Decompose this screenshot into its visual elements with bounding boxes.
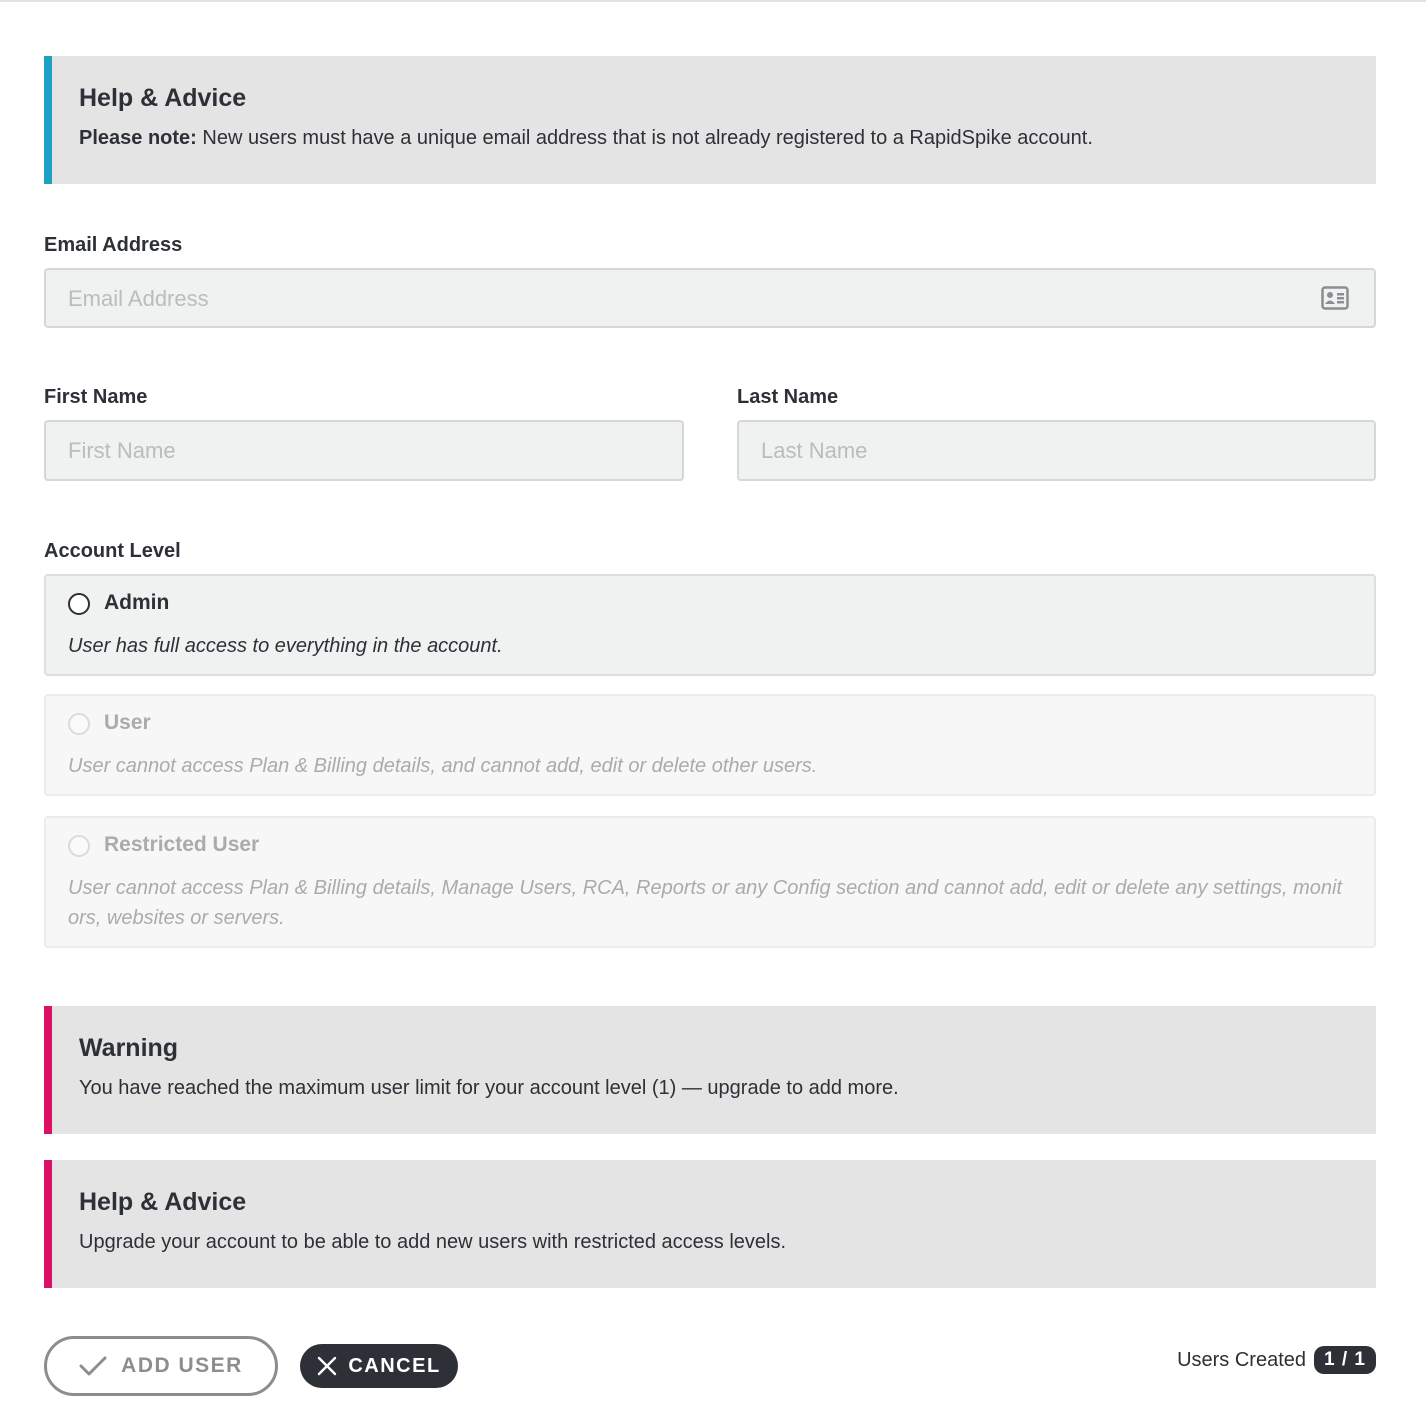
email-field-wrapper: [44, 268, 1376, 328]
warning-text: You have reached the maximum user limit for your account level (1) — upgrade to add more.: [79, 1077, 899, 1099]
top-divider: [0, 0, 1426, 2]
users-created-badge: 1 / 1: [1314, 1346, 1376, 1374]
upgrade-advice-title: Help & Advice: [79, 1188, 247, 1216]
upgrade-advice-notice: [44, 1160, 1376, 1288]
address-card-icon: [1321, 286, 1349, 310]
close-icon: [317, 1356, 337, 1376]
user-description: User cannot access Plan & Billing details, and cannot add, edit or delete other users.: [68, 755, 818, 777]
email-field[interactable]: [68, 270, 1306, 327]
account-level-user: [44, 694, 1376, 796]
users-created-counter: [1177, 1346, 1376, 1374]
user-title: User: [104, 711, 151, 734]
warning-notice: [44, 1006, 1376, 1134]
cancel-label: CANCEL: [348, 1354, 441, 1377]
restricted-user-description: User cannot access Plan & Billing details, Manage Users, RCA, Reports or any Config section and cannot add, edit or delete any settings, monitors, websites or servers.: [68, 877, 1343, 929]
first-name-field[interactable]: [68, 422, 660, 479]
help-advice-text: [79, 127, 1093, 150]
restricted-user-radio: [68, 835, 90, 857]
last-name-field-wrapper: [737, 420, 1376, 481]
first-name-field-wrapper: [44, 420, 684, 481]
check-icon: [79, 1355, 107, 1377]
admin-radio[interactable]: [68, 593, 90, 615]
account-level-restricted-user: [44, 816, 1376, 948]
users-created-label: Users Created: [1177, 1348, 1307, 1371]
admin-title: Admin: [104, 591, 170, 614]
email-label: Email Address: [44, 234, 183, 256]
last-name-label: Last Name: [737, 386, 839, 408]
restricted-user-title: Restricted User: [104, 833, 260, 856]
account-level-admin[interactable]: [44, 574, 1376, 676]
upgrade-advice-text: Upgrade your account to be able to add new users with restricted access levels.: [79, 1231, 787, 1253]
add-user-button[interactable]: [44, 1336, 278, 1396]
help-advice-notice: [44, 56, 1376, 184]
add-user-label: ADD USER: [121, 1354, 243, 1377]
user-radio: [68, 713, 90, 735]
account-level-label: Account Level: [44, 540, 181, 562]
first-name-label: First Name: [44, 386, 148, 408]
help-advice-title: Help & Advice: [79, 84, 247, 112]
admin-description: User has full access to everything in the account.: [68, 635, 503, 657]
please-note-text: New users must have a unique email address that is not already registered to a RapidSpike account.: [196, 127, 1093, 149]
please-note-label: Please note:: [79, 127, 197, 149]
last-name-field[interactable]: [761, 422, 1352, 479]
cancel-button[interactable]: [300, 1344, 458, 1388]
warning-title: Warning: [79, 1034, 179, 1062]
